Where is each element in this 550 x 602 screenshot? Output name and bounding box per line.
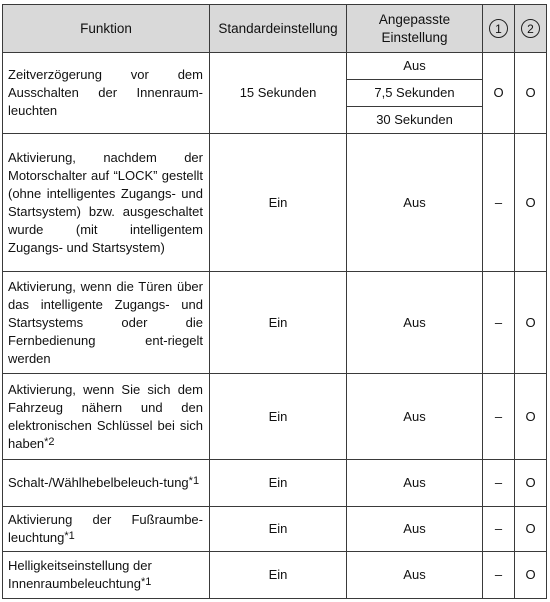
row-option: Aus <box>347 53 483 80</box>
row-standard: Ein <box>210 272 347 374</box>
row-angepasst: Aus <box>347 552 483 599</box>
row-col1: O <box>483 53 515 134</box>
row-standard: Ein <box>210 460 347 507</box>
table-row <box>3 53 547 80</box>
table-row <box>3 134 547 272</box>
row-option: 30 Sekunden <box>347 107 483 134</box>
row-col2: O <box>515 374 547 460</box>
row-standard: Ein <box>210 374 347 460</box>
row-angepasst: Aus <box>347 272 483 374</box>
row-col2: O <box>515 507 547 552</box>
row-funktion <box>3 460 210 507</box>
table-row <box>3 507 547 552</box>
row-angepasst: Aus <box>347 374 483 460</box>
header-funktion: Funktion <box>3 5 210 53</box>
header-angepasst-line2: Einstellung <box>381 29 448 45</box>
row-funktion: Aktivierung, wenn die Türen über das intelligente Zugangs- und Startsystems oder die Fernbedienung ent-riegelt werden <box>3 272 210 374</box>
table-row <box>3 374 547 460</box>
footnote-marker: *1 <box>64 530 75 542</box>
footnote-marker: *1 <box>141 576 152 588</box>
row-funktion <box>3 507 210 552</box>
circled-number-2: 2 <box>521 19 540 38</box>
row-col2: O <box>515 53 547 134</box>
row-angepasst: Aus <box>347 460 483 507</box>
row-funktion-text: Aktivierung der Fußraumbe-leuchtung <box>8 512 203 545</box>
row-standard: Ein <box>210 552 347 599</box>
row-standard: Ein <box>210 507 347 552</box>
row-standard: Ein <box>210 134 347 272</box>
row-col2: O <box>515 552 547 599</box>
row-col2: O <box>515 460 547 507</box>
row-col1: – <box>483 272 515 374</box>
header-col1 <box>483 5 515 53</box>
row-col1: – <box>483 374 515 460</box>
row-funktion <box>3 552 210 599</box>
settings-table <box>2 4 547 599</box>
row-standard: 15 Sekunden <box>210 53 347 134</box>
table-row <box>3 552 547 599</box>
row-funktion-text: Helligkeitseinstellung der Innenraumbeleuchtung <box>8 558 152 591</box>
row-angepasst: Aus <box>347 134 483 272</box>
table-header-row <box>3 5 547 53</box>
row-col1: – <box>483 507 515 552</box>
header-col2 <box>515 5 547 53</box>
header-angepasst <box>347 5 483 53</box>
row-col1: – <box>483 134 515 272</box>
header-standard: Standardeinstellung <box>210 5 347 53</box>
row-funktion: Aktivierung, nachdem der Motorschalter auf “LOCK” gestellt (ohne intelligentes Zugangs- und Startsystem) bzw. ausgeschaltet wurde (mit intelligentem Zugangs- und Startsystem) <box>3 134 210 272</box>
settings-table-wrapper <box>2 4 547 599</box>
table-row <box>3 460 547 507</box>
row-col1: – <box>483 552 515 599</box>
row-funktion: Zeitverzögerung vor dem Ausschalten der Innenraum-leuchten <box>3 53 210 134</box>
header-angepasst-line1: Angepasste <box>378 11 451 27</box>
row-col2: O <box>515 272 547 374</box>
table-row <box>3 272 547 374</box>
circled-number-1: 1 <box>489 19 508 38</box>
row-col1: – <box>483 460 515 507</box>
row-col2: O <box>515 134 547 272</box>
footnote-marker: *1 <box>188 475 200 487</box>
row-angepasst: Aus <box>347 507 483 552</box>
row-funktion-text: Aktivierung, wenn Sie sich dem Fahrzeug nähern und den elektronischen Schlüssel bei sich haben <box>8 381 203 451</box>
footnote-marker: *2 <box>44 435 55 448</box>
row-option: 7,5 Sekunden <box>347 80 483 107</box>
row-funktion-text: Schalt-/Wählhebelbeleuch-tung <box>8 475 189 490</box>
row-funktion <box>3 374 210 460</box>
